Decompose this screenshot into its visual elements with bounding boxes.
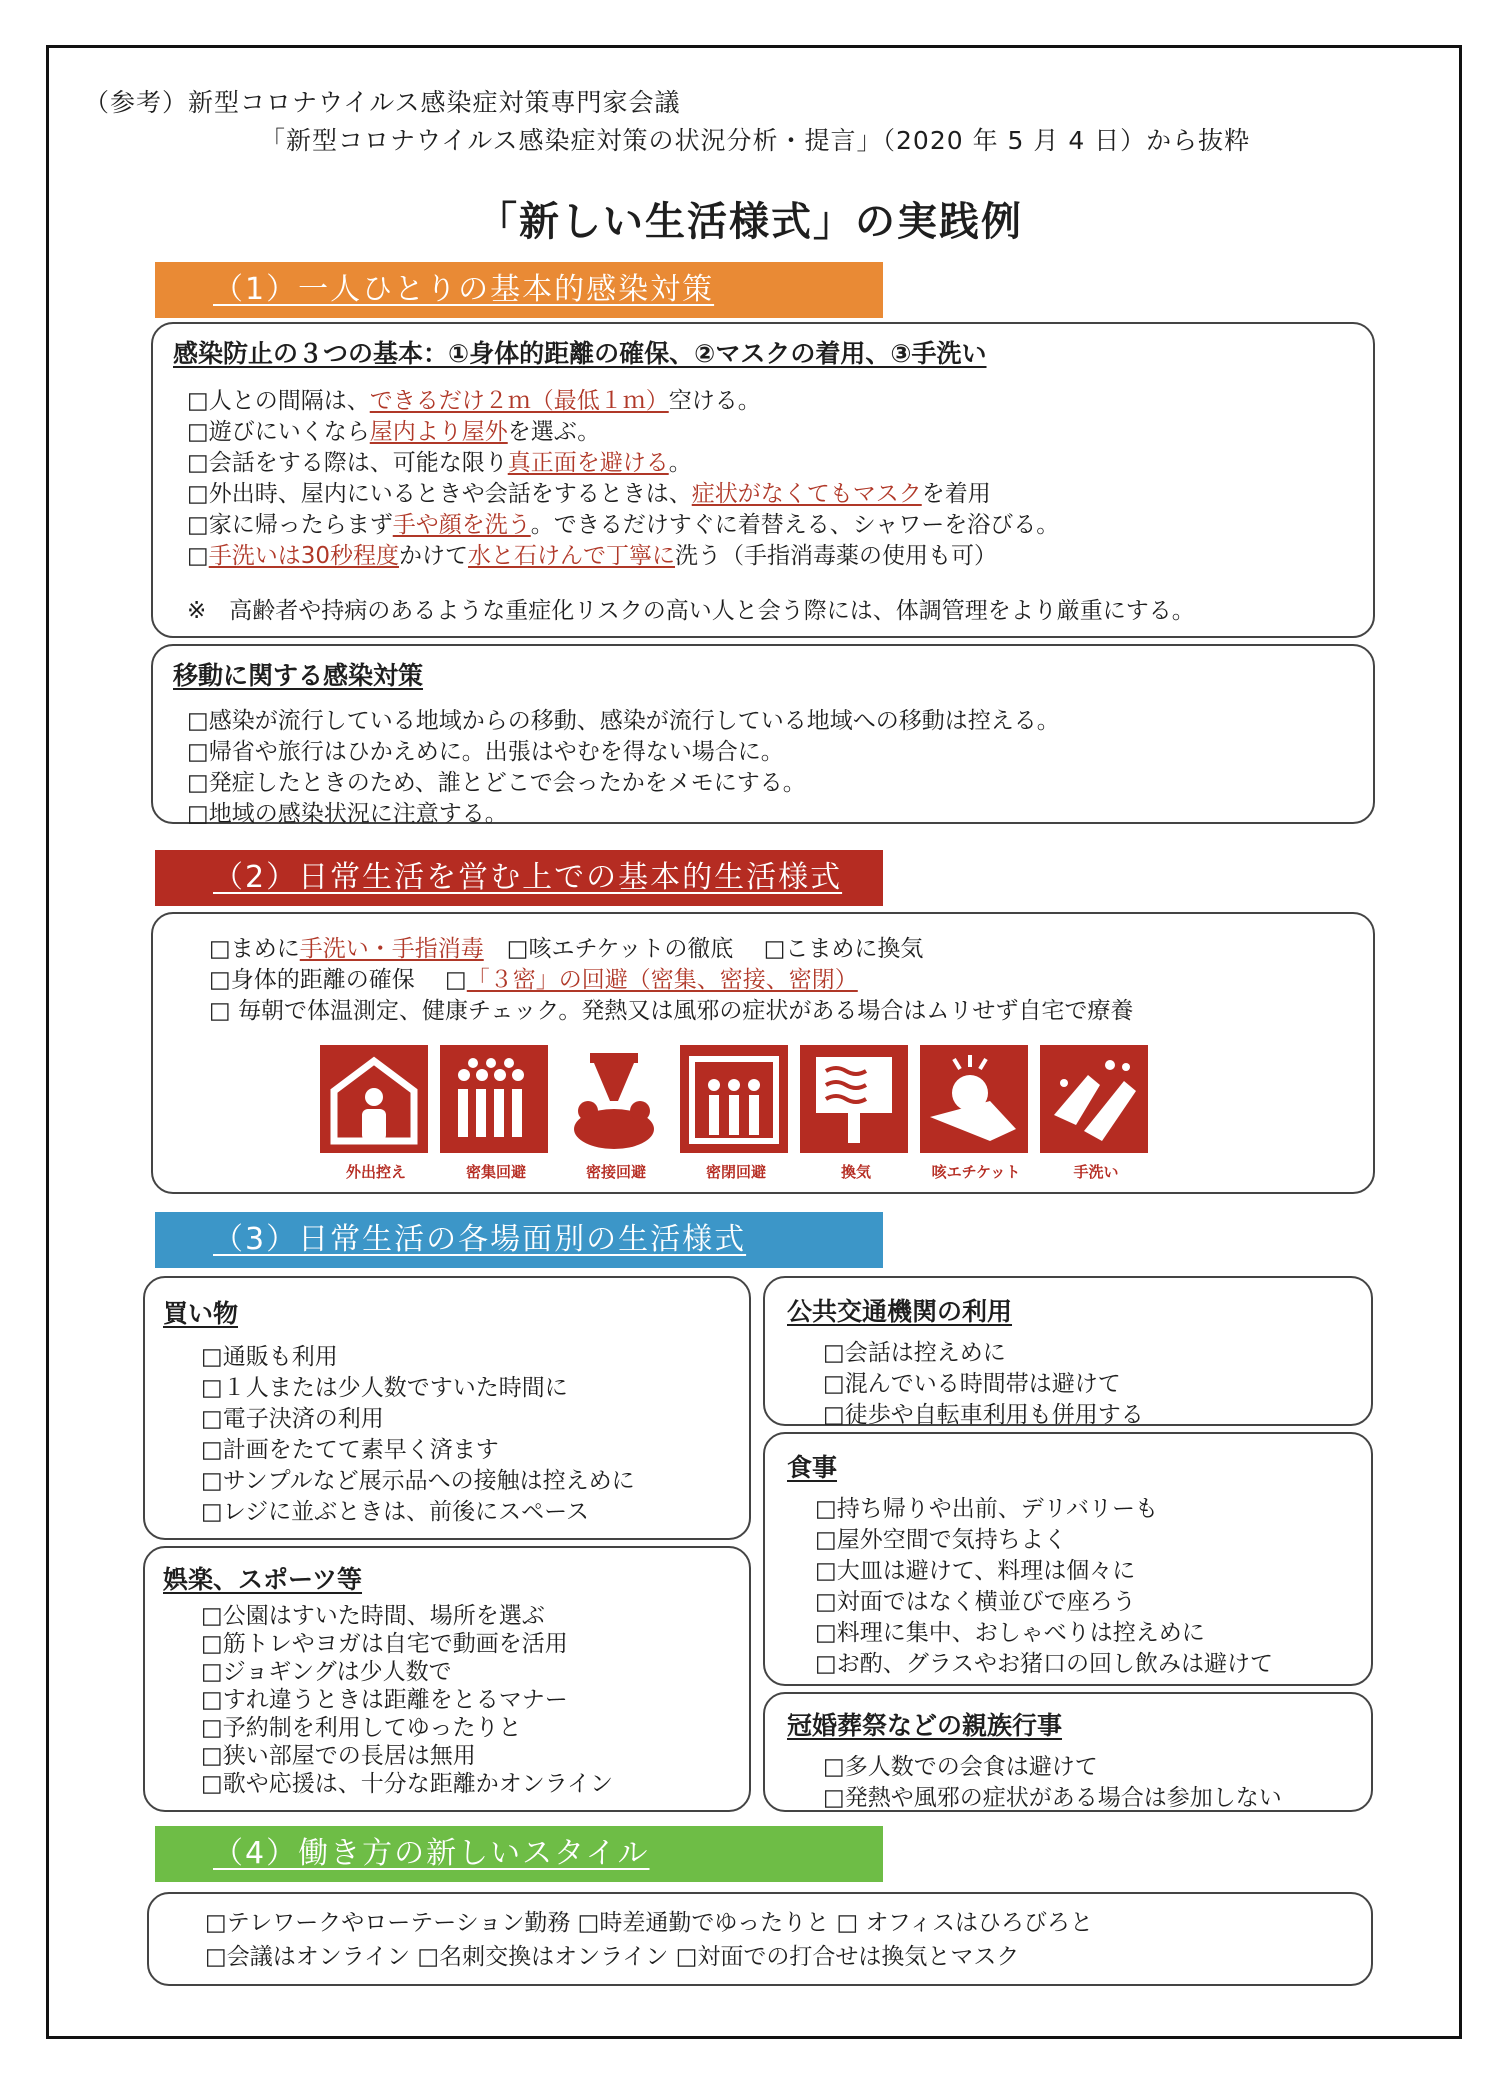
close-contact-icon (560, 1045, 668, 1153)
list-item: □サンプルなど展示品への接触は控えめに (201, 1468, 635, 1494)
list-item: □帰省や旅行はひかえめに。出張はやむを得ない場合に。 (187, 739, 784, 765)
list-item: □対面ではなく横並びで座ろう (815, 1589, 1136, 1615)
list-item: □狭い部屋での長居は無用 (201, 1743, 476, 1769)
list-item: □家に帰ったらまず手や顔を洗う。できるだけすぐに着替える、シャワーを浴びる。 (187, 512, 1060, 538)
list-item: □発症したときのため、誰とどこで会ったかをメモにする。 (187, 770, 806, 796)
list-item: □外出時、屋内にいるときや会話をするときは、症状がなくてもマスクを着用 (187, 481, 991, 507)
avoid-close-contact-pictogram: 密接回避 (560, 1045, 672, 1182)
basic-measures-box (151, 322, 1375, 638)
list-item: □混んでいる時間帯は避けて (823, 1371, 1121, 1397)
list-item: □すれ違うときは距離をとるマナー (201, 1687, 568, 1713)
list-item: □地域の感染状況に注意する。 (187, 801, 508, 827)
list-item: □ジョギングは少人数で (201, 1659, 452, 1685)
ceremony-heading: 冠婚葬祭などの親族行事 (787, 1711, 1063, 1740)
ventilation-pictogram: 換気 (800, 1045, 912, 1182)
ceremony-box (763, 1692, 1373, 1812)
list-item: □発熱や風邪の症状がある場合は参加しない (823, 1785, 1282, 1811)
list-item: □レジに並ぶときは、前後にスペース (201, 1499, 590, 1525)
list-item: □屋外空間で気持ちよく (815, 1527, 1067, 1553)
list-item: □電子決済の利用 (201, 1406, 384, 1432)
list-item: □感染が流行している地域からの移動、感染が流行している地域への移動は控える。 (187, 708, 1060, 734)
source-line-1: （参考）新型コロナウイルス感染症対策専門家会議 (84, 88, 681, 117)
meal-box (763, 1432, 1373, 1686)
list-item: □１人または少人数ですいた時間に (201, 1375, 568, 1401)
hand-washing-pictogram: 手洗い (1040, 1045, 1152, 1182)
section4-banner: （4）働き方の新しいスタイル (155, 1826, 883, 1882)
window-icon (800, 1045, 908, 1153)
list-item: □公園はすいた時間、場所を選ぶ (201, 1603, 545, 1629)
risk-note: ※ 高齢者や持病のあるような重症化リスクの高い人と会う際には、体調管理をより厳重にする。 (187, 598, 1195, 624)
page-title: 「新しい生活様式」の実践例 (477, 199, 1023, 245)
list-item: □人との間隔は、できるだけ２ｍ（最低１ｍ）空ける。 (187, 388, 761, 414)
list-item: □予約制を利用してゆったりと (201, 1715, 522, 1741)
cough-etiquette-pictogram: 咳エチケット (920, 1045, 1032, 1182)
list-item: □計画をたてて素早く済ます (201, 1437, 499, 1463)
leisure-box (143, 1546, 751, 1812)
list-item: □大皿は避けて、料理は個々に (815, 1558, 1136, 1584)
shopping-box (143, 1276, 751, 1540)
meal-heading: 食事 (787, 1453, 838, 1482)
list-item: □遊びにいくなら屋内より屋外を選ぶ。 (187, 419, 601, 445)
list-item: □ 毎朝で体温測定、健康チェック。発熱又は風邪の症状がある場合はムリせず自宅で療養 (209, 998, 1134, 1024)
list-item: □通販も利用 (201, 1344, 338, 1370)
list-item: □会話をする際は、可能な限り真正面を避ける。 (187, 450, 692, 476)
list-item: □歌や応援は、十分な距離かオンライン (201, 1771, 614, 1797)
cough-icon (920, 1045, 1028, 1153)
list-item: □お酌、グラスやお猪口の回し飲みは避けて (815, 1651, 1274, 1677)
list-item: □会議はオンライン □名刺交換はオンライン □対面での打合せは換気とマスク (205, 1944, 1020, 1970)
basic-measures-heading: 感染防止の３つの基本：①身体的距離の確保、②マスクの着用、③手洗い (173, 339, 987, 368)
section2-banner: （2）日常生活を営む上での基本的生活様式 (155, 850, 883, 906)
closed-space-icon (680, 1045, 788, 1153)
list-item: □テレワークやローテーション勤務 □時差通勤でゆったりと □ オフィスはひろびろと (205, 1910, 1093, 1936)
transport-box (763, 1276, 1373, 1426)
shopping-heading: 買い物 (163, 1299, 239, 1328)
list-item: □多人数での会食は避けて (823, 1754, 1098, 1780)
avoid-crowds-pictogram: 密集回避 (440, 1045, 552, 1182)
list-item: □料理に集中、おしゃべりは控えめに (815, 1620, 1205, 1646)
travel-measures-heading: 移動に関する感染対策 (173, 661, 424, 690)
stay-home-pictogram: 外出控え (320, 1045, 432, 1182)
leisure-heading: 娯楽、スポーツ等 (163, 1565, 363, 1594)
pictogram-row (320, 1045, 1160, 1195)
list-item: □持ち帰りや出前、デリバリーも (815, 1496, 1159, 1522)
section3-banner: （3）日常生活の各場面別の生活様式 (155, 1212, 883, 1268)
list-item: □筋トレやヨガは自宅で動画を活用 (201, 1631, 568, 1657)
list-item: □身体的距離の確保 □「３密」の回避（密集、密接、密閉） (209, 967, 858, 993)
work-style-box (147, 1892, 1373, 1986)
list-item: □徒歩や自転車利用も併用する (823, 1402, 1144, 1428)
list-item: □会話は控えめに (823, 1340, 1006, 1366)
avoid-closed-spaces-pictogram: 密閉回避 (680, 1045, 792, 1182)
travel-measures-box (151, 644, 1375, 827)
source-line-2: 「新型コロナウイルス感染症対策の状況分析・提言」（2020 年 5 月 4 日）から抜粋 (260, 126, 1251, 155)
section1-banner: （1）一人ひとりの基本的感染対策 (155, 262, 883, 318)
transport-heading: 公共交通機関の利用 (787, 1297, 1013, 1326)
crowd-icon (440, 1045, 548, 1153)
house-icon (320, 1045, 428, 1153)
list-item: □まめに手洗い・手指消毒 □咳エチケットの徹底 □こまめに換気 (209, 936, 924, 962)
hands-icon (1040, 1045, 1148, 1153)
list-item: □手洗いは30秒程度かけて水と石けんで丁寧に洗う（手指消毒薬の使用も可） (187, 543, 998, 569)
